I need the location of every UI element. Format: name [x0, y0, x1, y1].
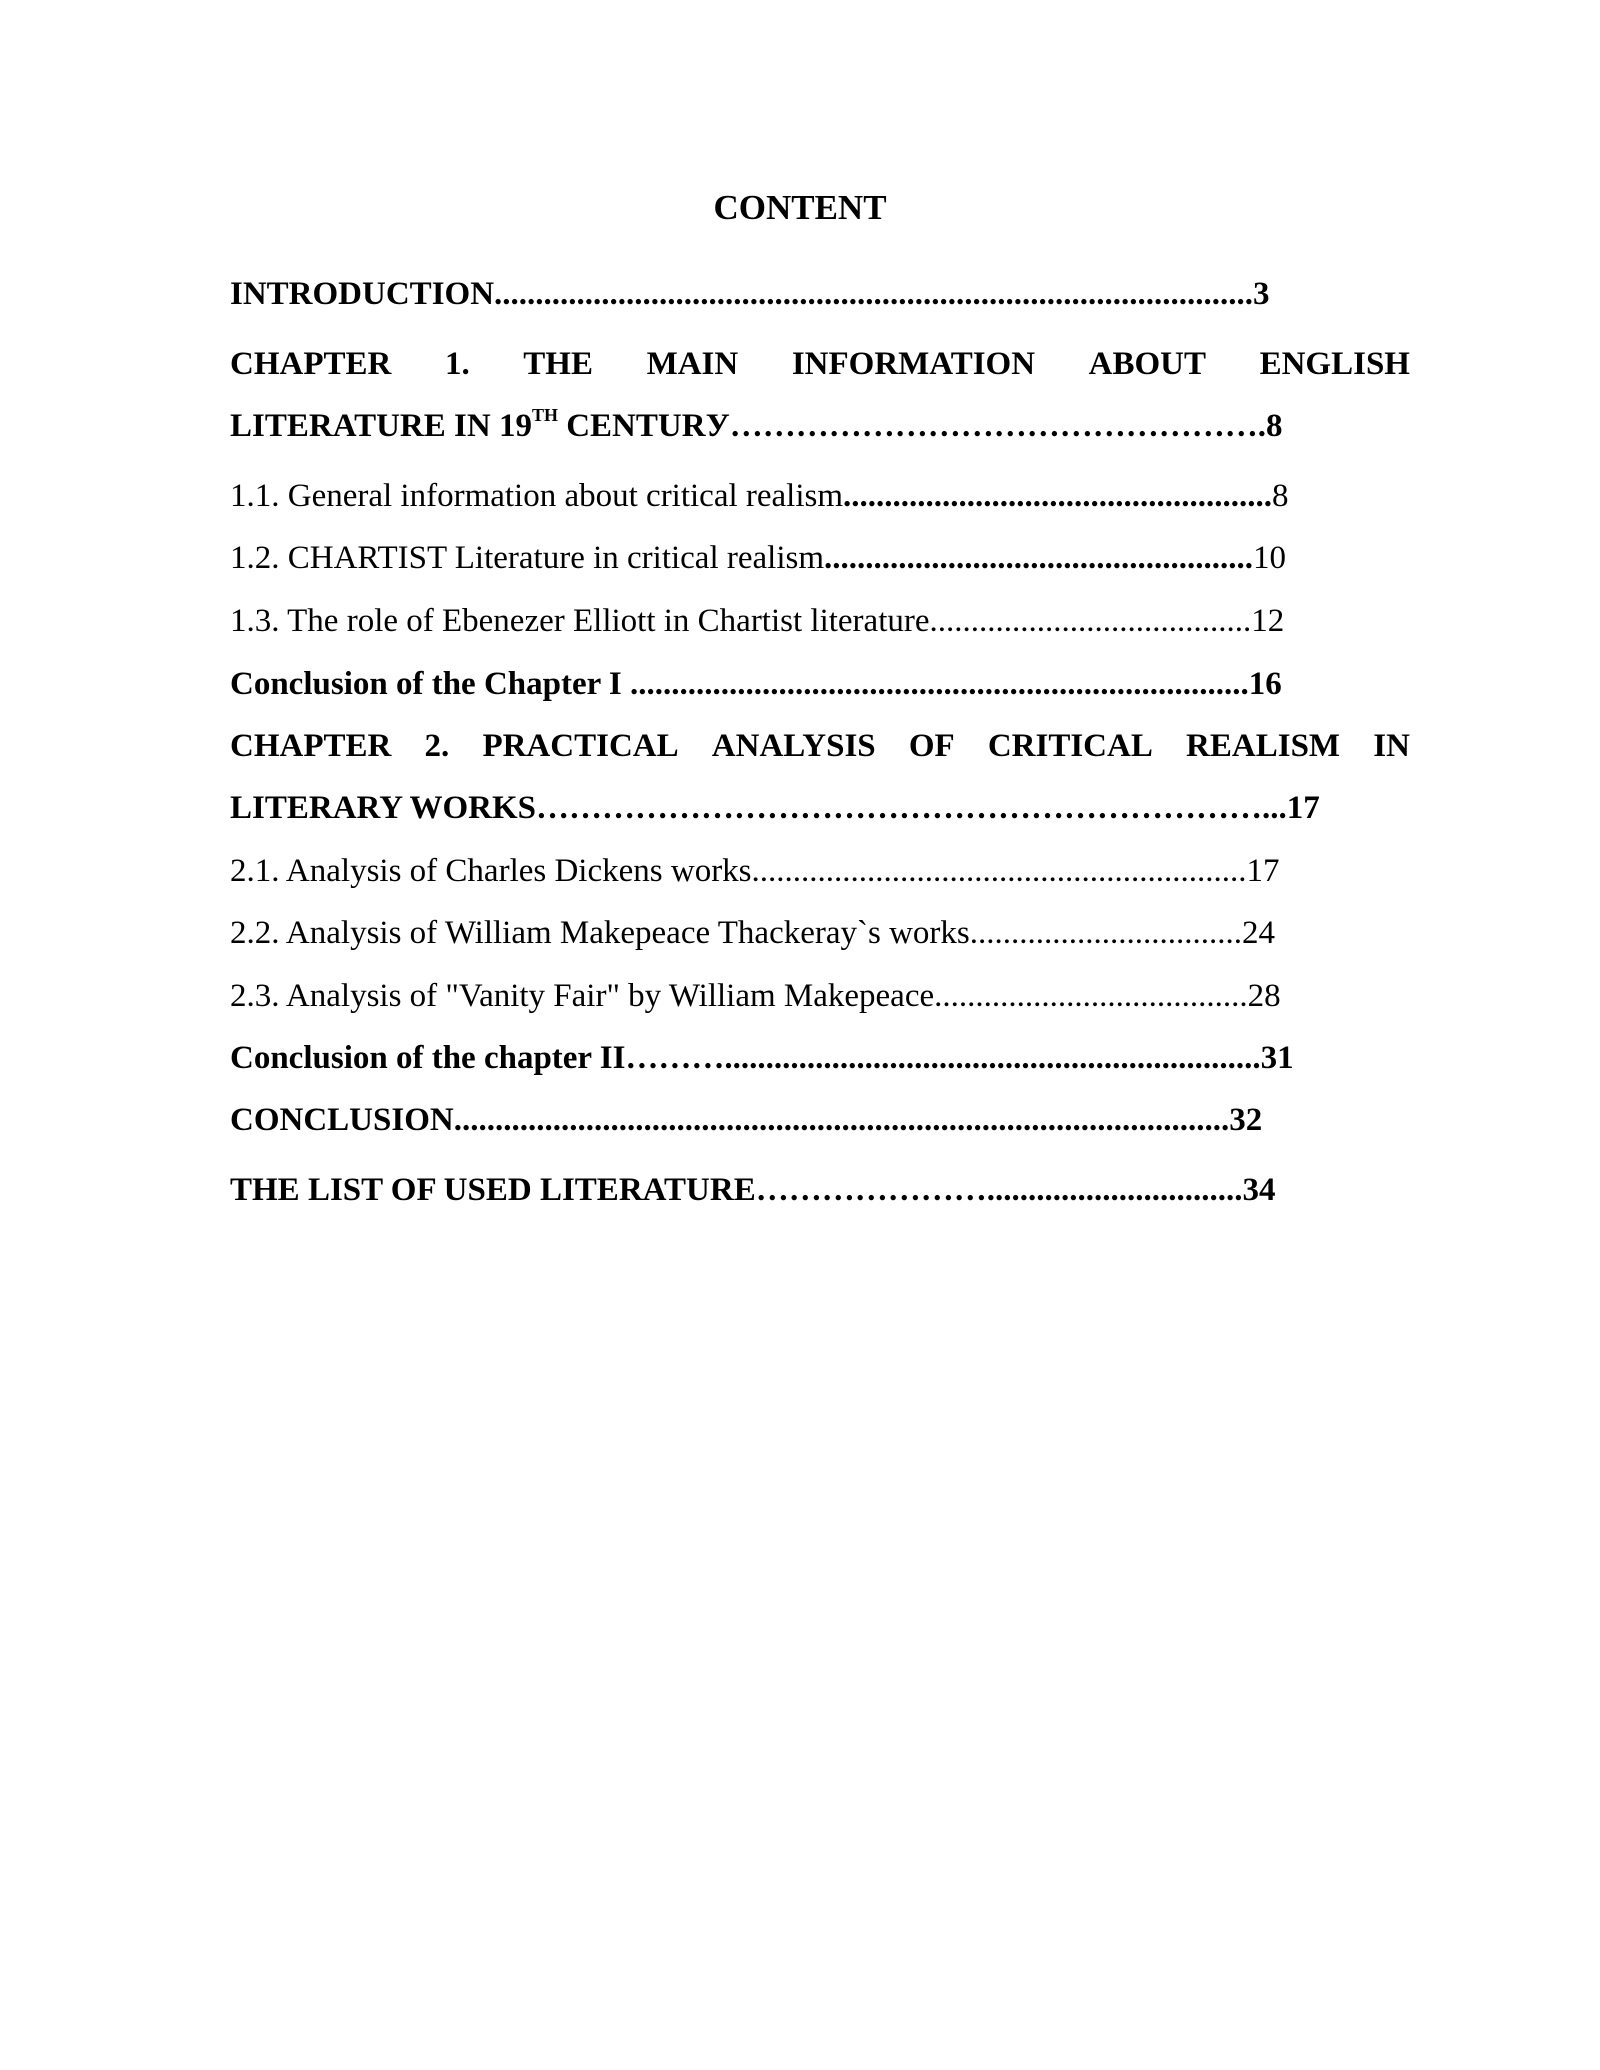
toc-entry-list-of-literature [230, 1170, 1410, 1210]
toc-entry-1-2 [230, 538, 1410, 578]
toc-word: THE [523, 346, 593, 382]
toc-entry-1-1 [230, 476, 1410, 516]
toc-entry-text: 1.3. The role of Ebenezer Elliott in Chartist literature [230, 603, 930, 639]
toc-word: IN [1373, 728, 1410, 764]
toc-word: ANALYSIS [711, 728, 876, 764]
toc-word: 1. [444, 346, 470, 382]
toc-word: MAIN [646, 346, 739, 382]
toc-page-number: 10 [1253, 540, 1286, 576]
toc-entry-text: 1.2. CHARTIST Literature in critical realism [230, 540, 824, 576]
toc-word: 2. [424, 728, 450, 764]
toc-word: ENGLISH [1259, 346, 1410, 382]
toc-entry-conclusion-chapter-1 [230, 664, 1410, 704]
toc-entry-text: THE LIST OF USED LITERATURE [230, 1172, 756, 1208]
toc-entry-text-continued: CENTURУ [557, 408, 730, 444]
toc-word: CHAPTER [230, 346, 392, 382]
toc-entry-chapter-1-line-2 [230, 406, 1410, 446]
toc-page-number: 34 [1242, 1172, 1276, 1208]
toc-page-number: 31 [1260, 1040, 1294, 1076]
toc-entry-text: 2.3. Analysis of "Vanity Fair" by William Makepeace [230, 978, 935, 1014]
toc-word: REALISM [1186, 728, 1341, 764]
toc-leader-dots: .................................................... [843, 478, 1273, 514]
toc-page-number: 8 [1272, 478, 1289, 514]
toc-page-number: 17 [1286, 790, 1320, 826]
toc-entry-chapter-2-line-2 [230, 788, 1410, 828]
toc-entry-1-3 [230, 601, 1410, 641]
toc-entry-conclusion [230, 1100, 1410, 1140]
toc-leader-dots: ………………………………………… [729, 408, 1258, 444]
toc-leader-dots: .............................................................................................. [453, 1102, 1230, 1138]
toc-entry-chapter-1-line-1 [230, 344, 1410, 384]
toc-leader-dots: ............................................................ [751, 853, 1247, 889]
toc-page-number: 32 [1229, 1102, 1263, 1138]
toc-leader-dots: ........................................................................... [630, 666, 1249, 702]
toc-entry-text: 2.2. Analysis of William Makepeace Thackeray`s works [230, 915, 970, 951]
toc-entry-2-2 [230, 913, 1410, 953]
toc-page-number: 12 [1251, 603, 1285, 639]
toc-leader-dots: ....................................... [929, 603, 1252, 639]
toc-entry-text: CONCLUSION [230, 1102, 454, 1138]
toc-word: CRITICAL [987, 728, 1153, 764]
toc-entry-2-3 [230, 976, 1410, 1016]
toc-page-number: 24 [1242, 915, 1275, 951]
toc-page-number: 16 [1248, 666, 1282, 702]
toc-entry-chapter-2-line-1 [230, 726, 1410, 766]
toc-leader-dots: …………………............................... [755, 1172, 1243, 1208]
toc-leader-dots: ...................................... [934, 978, 1248, 1014]
toc-leader-dots: ................................. [969, 915, 1242, 951]
toc-leader-dots: ............................................................................................ [494, 276, 1254, 312]
toc-entry-text: LITERARY WORKS [230, 790, 536, 826]
toc-entry-conclusion-chapter-2 [230, 1038, 1410, 1078]
toc-entry-introduction [230, 274, 1410, 314]
toc-word: ABOUT [1088, 346, 1206, 382]
toc-word: INFORMATION [791, 346, 1036, 382]
toc-entry-text: Conclusion of the chapter II [230, 1040, 626, 1076]
toc-entry-text: Conclusion of the Chapter I [230, 666, 631, 702]
toc-page-number: 17 [1246, 853, 1280, 889]
toc-page-number: 3 [1253, 276, 1270, 312]
toc-entry-text: 1.1. General information about critical realism [230, 478, 844, 514]
toc-word: OF [908, 728, 955, 764]
toc-leader-dots: .................................................... [824, 540, 1253, 576]
toc-page-number: .8 [1257, 408, 1283, 444]
toc-page-number: 28 [1247, 978, 1281, 1014]
toc-word: CHAPTER [230, 728, 392, 764]
page-title: CONTENT [713, 188, 887, 227]
toc-superscript: TH [531, 406, 558, 425]
toc-entry-text: INTRODUCTION [230, 276, 495, 312]
toc-word: PRACTICAL [482, 728, 679, 764]
toc-leader-dots: ………................................................................. [625, 1040, 1261, 1076]
toc-entry-text: LITERATURE IN 19 [230, 408, 532, 444]
toc-leader-dots: …………………………………………………………... [536, 790, 1287, 826]
toc-entry-2-1 [230, 851, 1410, 891]
toc-entry-text: 2.1. Analysis of Charles Dickens works [230, 853, 752, 889]
